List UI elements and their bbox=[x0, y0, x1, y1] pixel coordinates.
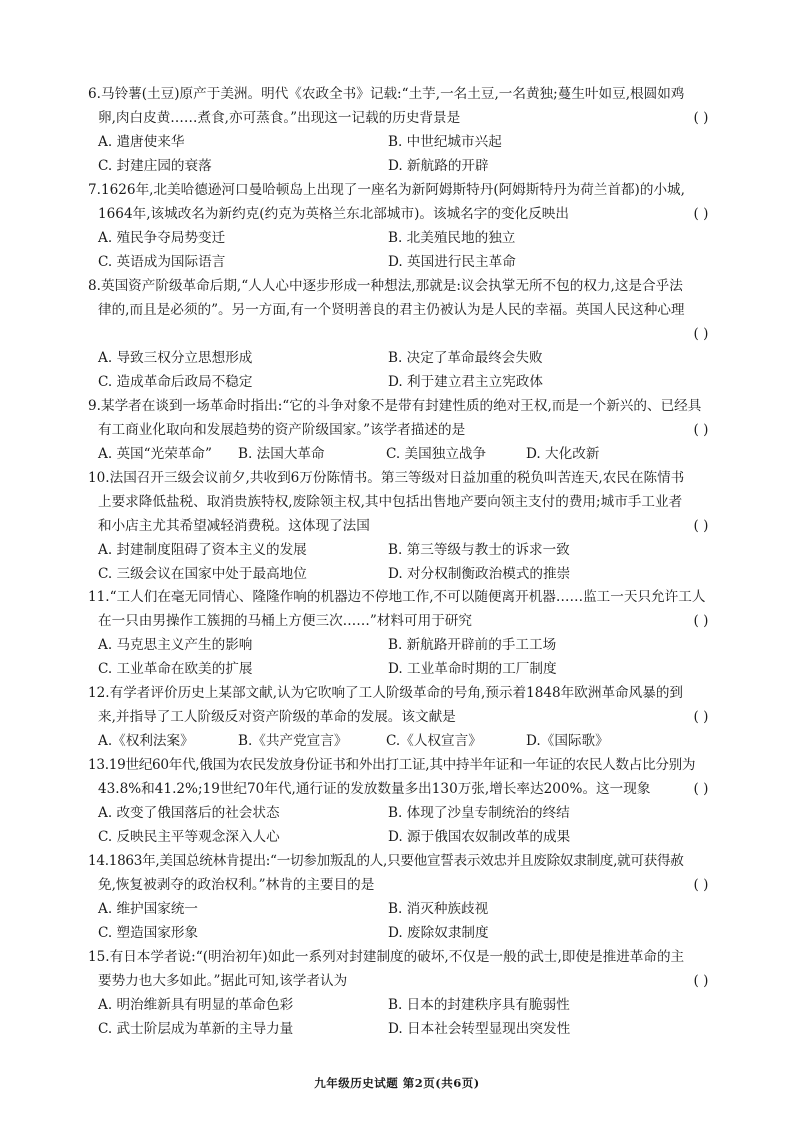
option-c: C. 封建庄园的衰落 bbox=[98, 158, 212, 174]
options-row bbox=[88, 657, 718, 681]
option-d: D. 新航路的开辟 bbox=[388, 158, 489, 174]
question-stem-line: 11.“工人们在毫无同情心、隆隆作响的机器边不停地工作,不可以随便离开机器……监工一天只允许工人 bbox=[88, 589, 706, 605]
question-stem-line bbox=[88, 322, 718, 346]
option-a: A. 明治维新具有明显的革命色彩 bbox=[98, 997, 294, 1013]
options-row bbox=[88, 897, 718, 921]
option-a: A. 遣唐使来华 bbox=[98, 134, 185, 150]
option-c: C. 塑造国家形象 bbox=[98, 925, 199, 941]
option-c: C. 三级会议在国家中处于最高地位 bbox=[98, 566, 307, 582]
question-stem-line: 卵,肉白皮黄……煮食,亦可蒸食。”出现这一记载的历史背景是 bbox=[98, 110, 461, 126]
answer-blank: ( ) bbox=[693, 422, 709, 438]
option-d: D. 源于俄国农奴制改革的成果 bbox=[388, 829, 571, 845]
question-stem-line: 15.有日本学者说:“(明治初年)如此一系列对封建制度的破坏,不仅是一般的武士,即使是推进革命的主 bbox=[88, 949, 685, 965]
page-footer: 九年级历史试题 第2页(共6页) bbox=[314, 1076, 480, 1090]
option-a: A. 改变了俄国落后的社会状态 bbox=[98, 805, 280, 821]
option-b: B. 法国大革命 bbox=[238, 446, 325, 462]
option-c: C. 美国独立战争 bbox=[386, 446, 487, 462]
answer-blank: ( ) bbox=[693, 781, 709, 797]
option-a: A. 马克思主义产生的影响 bbox=[98, 637, 253, 653]
options-row bbox=[88, 250, 718, 274]
question-10 bbox=[88, 466, 718, 586]
question-stem-line: 有工商业化取向和发展趋势的资产阶级国家。”该学者描述的是 bbox=[98, 422, 466, 438]
options-row bbox=[88, 993, 718, 1017]
option-a: A. 英国“光荣革命” bbox=[98, 446, 212, 462]
option-b: B.《共产党宣言》 bbox=[238, 733, 348, 749]
question-13 bbox=[88, 753, 718, 849]
answer-blank: ( ) bbox=[693, 110, 709, 126]
question-stem-line: 9.某学者在谈到一场革命时指出:“它的斗争对象不是带有封建性质的绝对王权,而是一个新兴的、已经具 bbox=[88, 398, 702, 414]
option-b: B. 日本的封建秩序具有脆弱性 bbox=[388, 997, 570, 1013]
question-stem-line: 10.法国召开三级会议前夕,共收到6万份陈情书。第三等级对日益加重的税负叫苦连天,农民在陈情书 bbox=[88, 470, 685, 486]
option-d: D. 大化改新 bbox=[526, 446, 600, 462]
option-b: B. 体现了沙皇专制统治的终结 bbox=[388, 805, 570, 821]
options-row bbox=[88, 921, 718, 945]
option-d: D. 工业革命时期的工厂制度 bbox=[388, 661, 557, 677]
question-stem-line: 来,并指导了工人阶级反对资产阶级的革命的发展。该文献是 bbox=[98, 709, 456, 725]
answer-blank: ( ) bbox=[693, 613, 709, 629]
option-a: A. 封建制度阻碍了资本主义的发展 bbox=[98, 542, 307, 558]
option-b: B. 第三等级与教士的诉求一致 bbox=[388, 542, 570, 558]
option-d: D. 废除奴隶制度 bbox=[388, 925, 489, 941]
option-b: B. 决定了革命最终会失败 bbox=[388, 350, 543, 366]
option-c: C.《人权宣言》 bbox=[386, 733, 482, 749]
question-stem-line: 在一只由男操作工簇拥的马桶上方便三次……”材料可用于研究 bbox=[98, 613, 472, 629]
option-b: B. 消灭种族歧视 bbox=[388, 901, 489, 917]
question-12 bbox=[88, 681, 718, 753]
answer-blank: ( ) bbox=[693, 973, 709, 989]
option-a: A.《权利法案》 bbox=[98, 733, 194, 749]
question-stem-line: 14.1863年,美国总统林肯提出:“一切参加叛乱的人,只要他宣誓表示效忠并且废除奴隶制度,就可获得赦 bbox=[88, 853, 684, 869]
option-d: D.《国际歌》 bbox=[526, 733, 609, 749]
question-stem-line: 8.英国资产阶级革命后期,“人人心中逐步形成一种想法,那就是:议会执掌无所不包的权力,这是合乎法 bbox=[88, 278, 683, 294]
option-c: C. 英语成为国际语言 bbox=[98, 254, 226, 270]
question-stem-line: 律的,而且是必须的”。另一方面,有一个贤明善良的君主仍被认为是人民的幸福。英国人民这种心理 bbox=[98, 302, 685, 318]
question-stem-line: 12.有学者评价历史上某部文献,认为它吹响了工人阶级革命的号角,预示着1848年欧洲革命风暴的到 bbox=[88, 685, 684, 701]
options-row bbox=[88, 562, 718, 586]
option-d: D. 对分权制衡政治模式的推崇 bbox=[388, 566, 571, 582]
options-row bbox=[88, 226, 718, 250]
question-14 bbox=[88, 849, 718, 945]
options-row bbox=[88, 1017, 718, 1041]
question-stem-line: 上要求降低盐税、取消贵族特权,废除领主权,其中包括出售地产要向领主支付的费用;城市手工业者 bbox=[98, 494, 683, 510]
question-stem-line: 1664年,该城改名为新约克(约克为英格兰东北部城市)。该城名字的变化反映出 bbox=[98, 206, 569, 222]
option-a: A. 维护国家统一 bbox=[98, 901, 199, 917]
answer-blank: ( ) bbox=[693, 518, 709, 534]
options-row bbox=[88, 633, 718, 657]
answer-blank: ( ) bbox=[693, 877, 709, 893]
options-row bbox=[88, 346, 718, 370]
option-a: A. 导致三权分立思想形成 bbox=[98, 350, 253, 366]
option-c: C. 工业革命在欧美的扩展 bbox=[98, 661, 253, 677]
question-9 bbox=[88, 394, 718, 466]
question-stem-line: 要势力也大多如此。”据此可知,该学者认为 bbox=[98, 973, 348, 989]
options-row bbox=[88, 130, 718, 154]
question-8 bbox=[88, 274, 718, 394]
option-d: D. 日本社会转型显现出突发性 bbox=[388, 1021, 571, 1037]
options-row bbox=[88, 154, 718, 178]
options-row bbox=[88, 825, 718, 849]
options-row bbox=[88, 442, 718, 466]
option-c: C. 反映民主平等观念深入人心 bbox=[98, 829, 280, 845]
answer-blank: ( ) bbox=[693, 326, 709, 342]
options-row bbox=[88, 801, 718, 825]
options-row bbox=[88, 370, 718, 394]
option-a: A. 殖民争夺局势变迁 bbox=[98, 230, 226, 246]
option-b: B. 新航路开辟前的手工工场 bbox=[388, 637, 557, 653]
question-stem-line: 13.19世纪60年代,俄国为农民发放身份证书和外出打工证,其中持半年证和一年证的农民人数占比分别为 bbox=[88, 757, 696, 773]
option-b: B. 中世纪城市兴起 bbox=[388, 134, 502, 150]
answer-blank: ( ) bbox=[693, 709, 709, 725]
option-c: C. 武士阶层成为革新的主导力量 bbox=[98, 1021, 294, 1037]
question-stem-line: 和小店主尤其希望减轻消费税。这体现了法国 bbox=[98, 518, 370, 534]
question-6 bbox=[88, 82, 718, 178]
question-stem-line: 43.8%和41.2%;19世纪70年代,通行证的发放数量多出130万张,增长率达200%。这一现象 bbox=[98, 781, 651, 797]
question-11 bbox=[88, 585, 718, 681]
answer-blank: ( ) bbox=[693, 206, 709, 222]
option-d: D. 利于建立君主立宪政体 bbox=[388, 374, 543, 390]
options-row bbox=[88, 729, 718, 753]
option-b: B. 北美殖民地的独立 bbox=[388, 230, 516, 246]
question-stem-line: 免,恢复被剥夺的政治权利。”林肯的主要目的是 bbox=[98, 877, 375, 893]
question-15 bbox=[88, 945, 718, 1041]
option-c: C. 造成革命后政局不稳定 bbox=[98, 374, 253, 390]
option-d: D. 英国进行民主革命 bbox=[388, 254, 516, 270]
question-stem-line: 7.1626年,北美哈德逊河口曼哈顿岛上出现了一座名为新阿姆斯特丹(阿姆斯特丹为荷兰首都)的小城, bbox=[88, 182, 685, 198]
options-row bbox=[88, 538, 718, 562]
question-7 bbox=[88, 178, 718, 274]
question-stem-line: 6.马铃薯(土豆)原产于美洲。明代《农政全书》记载:“土芋,一名土豆,一名黄独;蔓生叶如豆,根圆如鸡 bbox=[88, 86, 685, 102]
